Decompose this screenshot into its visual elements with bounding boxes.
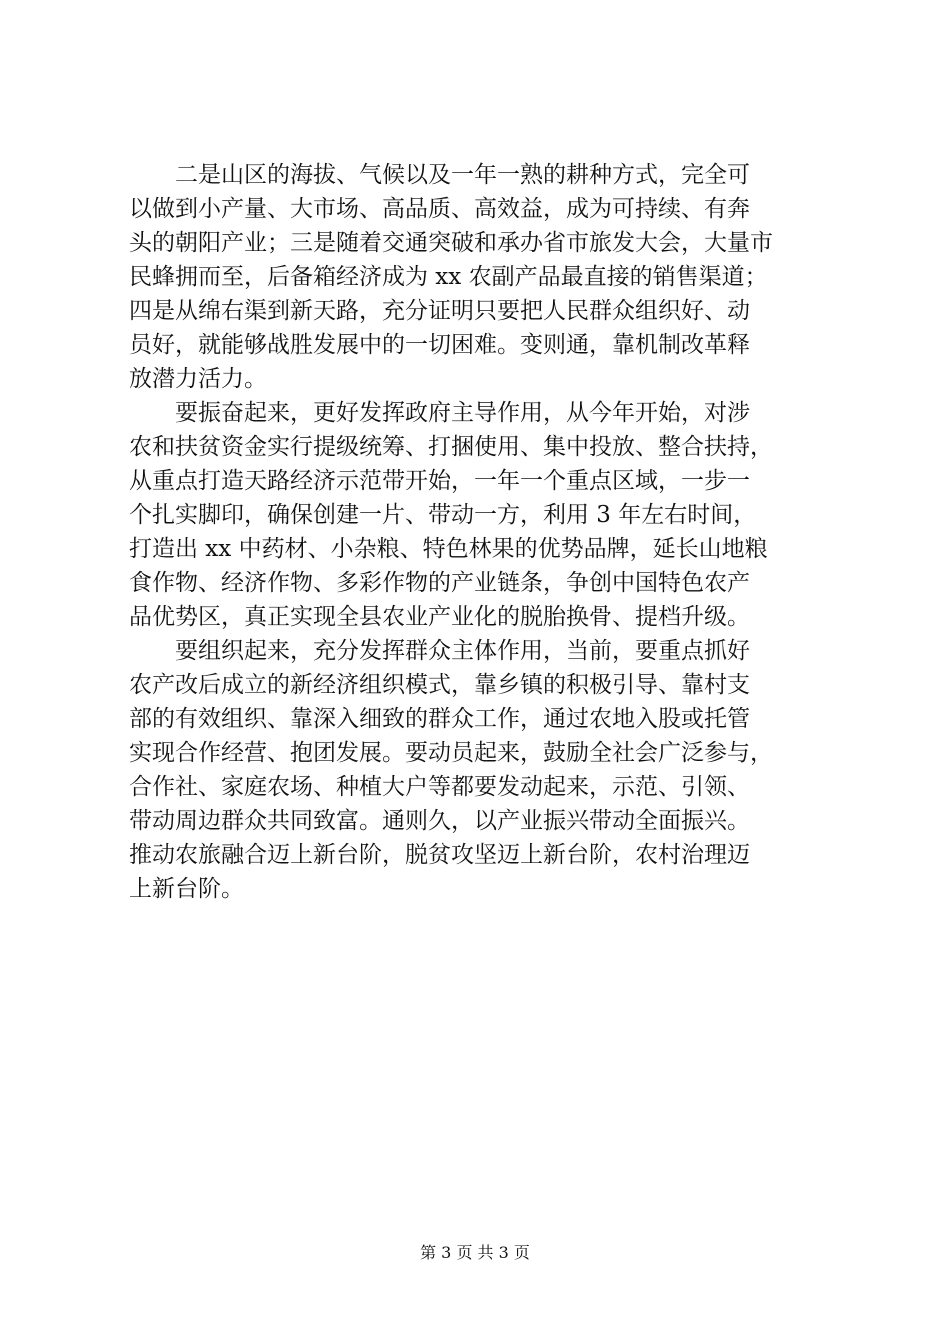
text-line: 部的有效组织、靠深入细致的群众工作，通过农地入股或托管 bbox=[129, 706, 750, 732]
text-line: 食作物、经济作物、多彩作物的产业链条，争创中国特色农产 bbox=[129, 570, 750, 596]
text-line: 带动周边群众共同致富。通则久，以产业振兴带动全面振兴。 bbox=[129, 808, 750, 834]
text-line: 要组织起来，充分发挥群众主体作用，当前，要重点抓好 bbox=[129, 638, 750, 664]
text-line: 推动农旅融合迈上新台阶，脱贫攻坚迈上新台阶，农村治理迈 bbox=[129, 842, 750, 868]
text-line: 员好，就能够战胜发展中的一切困难。变则通，靠机制改革释 bbox=[129, 332, 750, 358]
text-line: 二是山区的海拔、气候以及一年一熟的耕种方式，完全可 bbox=[129, 162, 750, 188]
text-line: 打造出 xx 中药材、小杂粮、特色林果的优势品牌，延长山地粮 bbox=[129, 536, 768, 562]
body-text bbox=[129, 158, 829, 906]
text-line: 放潜力活力。 bbox=[129, 366, 267, 392]
text-line: 从重点打造天路经济示范带开始，一年一个重点区域，一步一 bbox=[129, 468, 750, 494]
text-line: 实现合作经营、抱团发展。要动员起来，鼓励全社会广泛参与， bbox=[129, 740, 773, 766]
text-line: 要振奋起来，更好发挥政府主导作用，从今年开始，对涉 bbox=[129, 400, 750, 426]
text-line: 头的朝阳产业；三是随着交通突破和承办省市旅发大会，大量市 bbox=[129, 230, 773, 256]
text-line: 个扎实脚印，确保创建一片、带动一方，利用 3 年左右时间， bbox=[129, 502, 757, 528]
text-line: 以做到小产量、大市场、高品质、高效益，成为可持续、有奔 bbox=[129, 196, 750, 222]
text-line: 四是从绵右渠到新天路，充分证明只要把人民群众组织好、动 bbox=[129, 298, 750, 324]
page-number-footer: 第 3 页 共 3 页 bbox=[420, 1243, 530, 1262]
text-line: 农和扶贫资金实行提级统筹、打捆使用、集中投放、整合扶持， bbox=[129, 434, 773, 460]
text-line: 上新台阶。 bbox=[129, 876, 244, 902]
text-line: 品优势区，真正实现全县农业产业化的脱胎换骨、提档升级。 bbox=[129, 604, 750, 630]
text-line: 农产改后成立的新经济组织模式，靠乡镇的积极引导、靠村支 bbox=[129, 672, 750, 698]
text-line: 民蜂拥而至，后备箱经济成为 xx 农副产品最直接的销售渠道； bbox=[129, 264, 768, 290]
text-line: 合作社、家庭农场、种植大户等都要发动起来，示范、引领、 bbox=[129, 774, 750, 800]
